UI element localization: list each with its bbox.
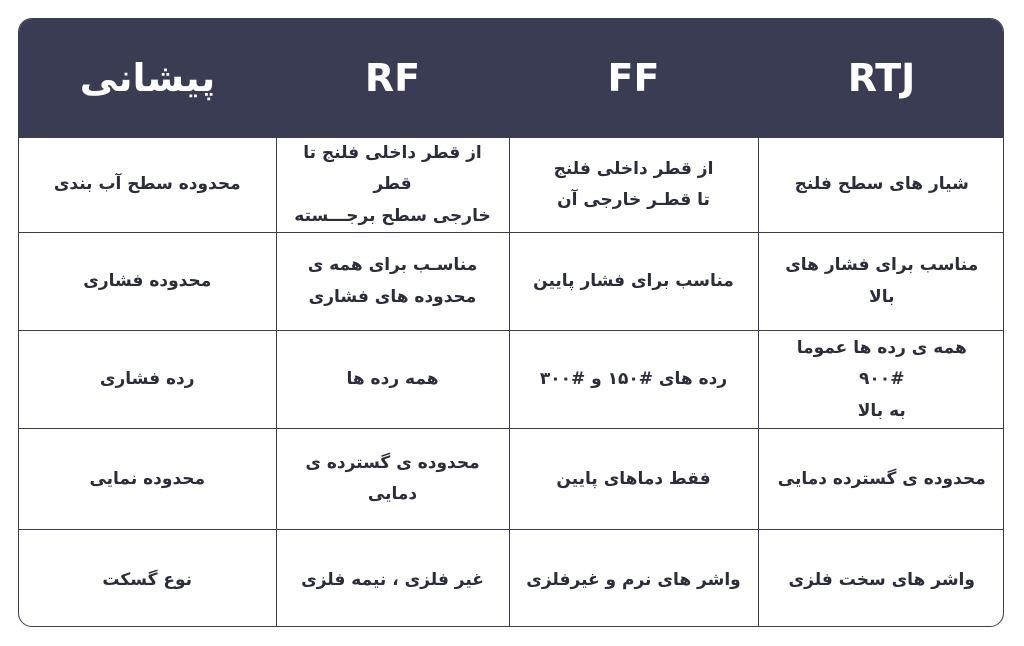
row-label-pressure-range: محدوده فشاری <box>19 233 276 331</box>
table-row <box>19 233 1004 331</box>
cell-rtj-sealing-surface: شیار های سطح فلنج <box>758 138 1004 233</box>
row-label-gasket-type: نوع گسکت <box>19 530 276 627</box>
cell-rtj-pressure-class: همه ی رده ها عموما #۹۰۰ به بالا <box>758 331 1004 429</box>
table-row <box>19 331 1004 429</box>
table-row <box>19 138 1004 233</box>
cell-ff-pressure-range: مناسب برای فشار پایین <box>509 233 758 331</box>
comparison-table-frame <box>18 18 1004 627</box>
cell-ff-sealing-surface: از قطر داخلی فلنج تا قطـر خارجی آن <box>509 138 758 233</box>
cell-rf-sealing-surface: از قطر داخلی فلنج تا قطر خارجی سطح برجـــسته <box>276 138 509 233</box>
cell-rf-gasket-type: غیر فلزی ، نیمه فلزی <box>276 530 509 627</box>
cell-ff-temperature-range: فقط دماهای پایین <box>509 429 758 530</box>
row-label-sealing-surface: محدوده سطح آب بندی <box>19 138 276 233</box>
cell-rf-pressure-range: مناسـب برای همه ی محدوده های فشاری <box>276 233 509 331</box>
flange-comparison-table <box>19 19 1004 627</box>
table-row <box>19 530 1004 627</box>
row-label-temperature-range: محدوده نمایی <box>19 429 276 530</box>
header-row <box>19 19 1004 138</box>
header-rtj: RTJ <box>758 19 1004 138</box>
cell-rtj-pressure-range: مناسب برای فشار های بالا <box>758 233 1004 331</box>
header-ff: FF <box>509 19 758 138</box>
cell-rtj-gasket-type: واشر های سخت فلزی <box>758 530 1004 627</box>
cell-ff-pressure-class: رده های #۱۵۰ و #۳۰۰ <box>509 331 758 429</box>
header-rf: RF <box>276 19 509 138</box>
row-label-pressure-class: رده فشاری <box>19 331 276 429</box>
cell-rtj-temperature-range: محدوده ی گسترده دمایی <box>758 429 1004 530</box>
cell-ff-gasket-type: واشر های نرم و غیرفلزی <box>509 530 758 627</box>
header-face: پیشانی <box>19 19 276 138</box>
cell-rf-temperature-range: محدوده ی گسترده ی دمایی <box>276 429 509 530</box>
cell-rf-pressure-class: همه رده ها <box>276 331 509 429</box>
table-row <box>19 429 1004 530</box>
